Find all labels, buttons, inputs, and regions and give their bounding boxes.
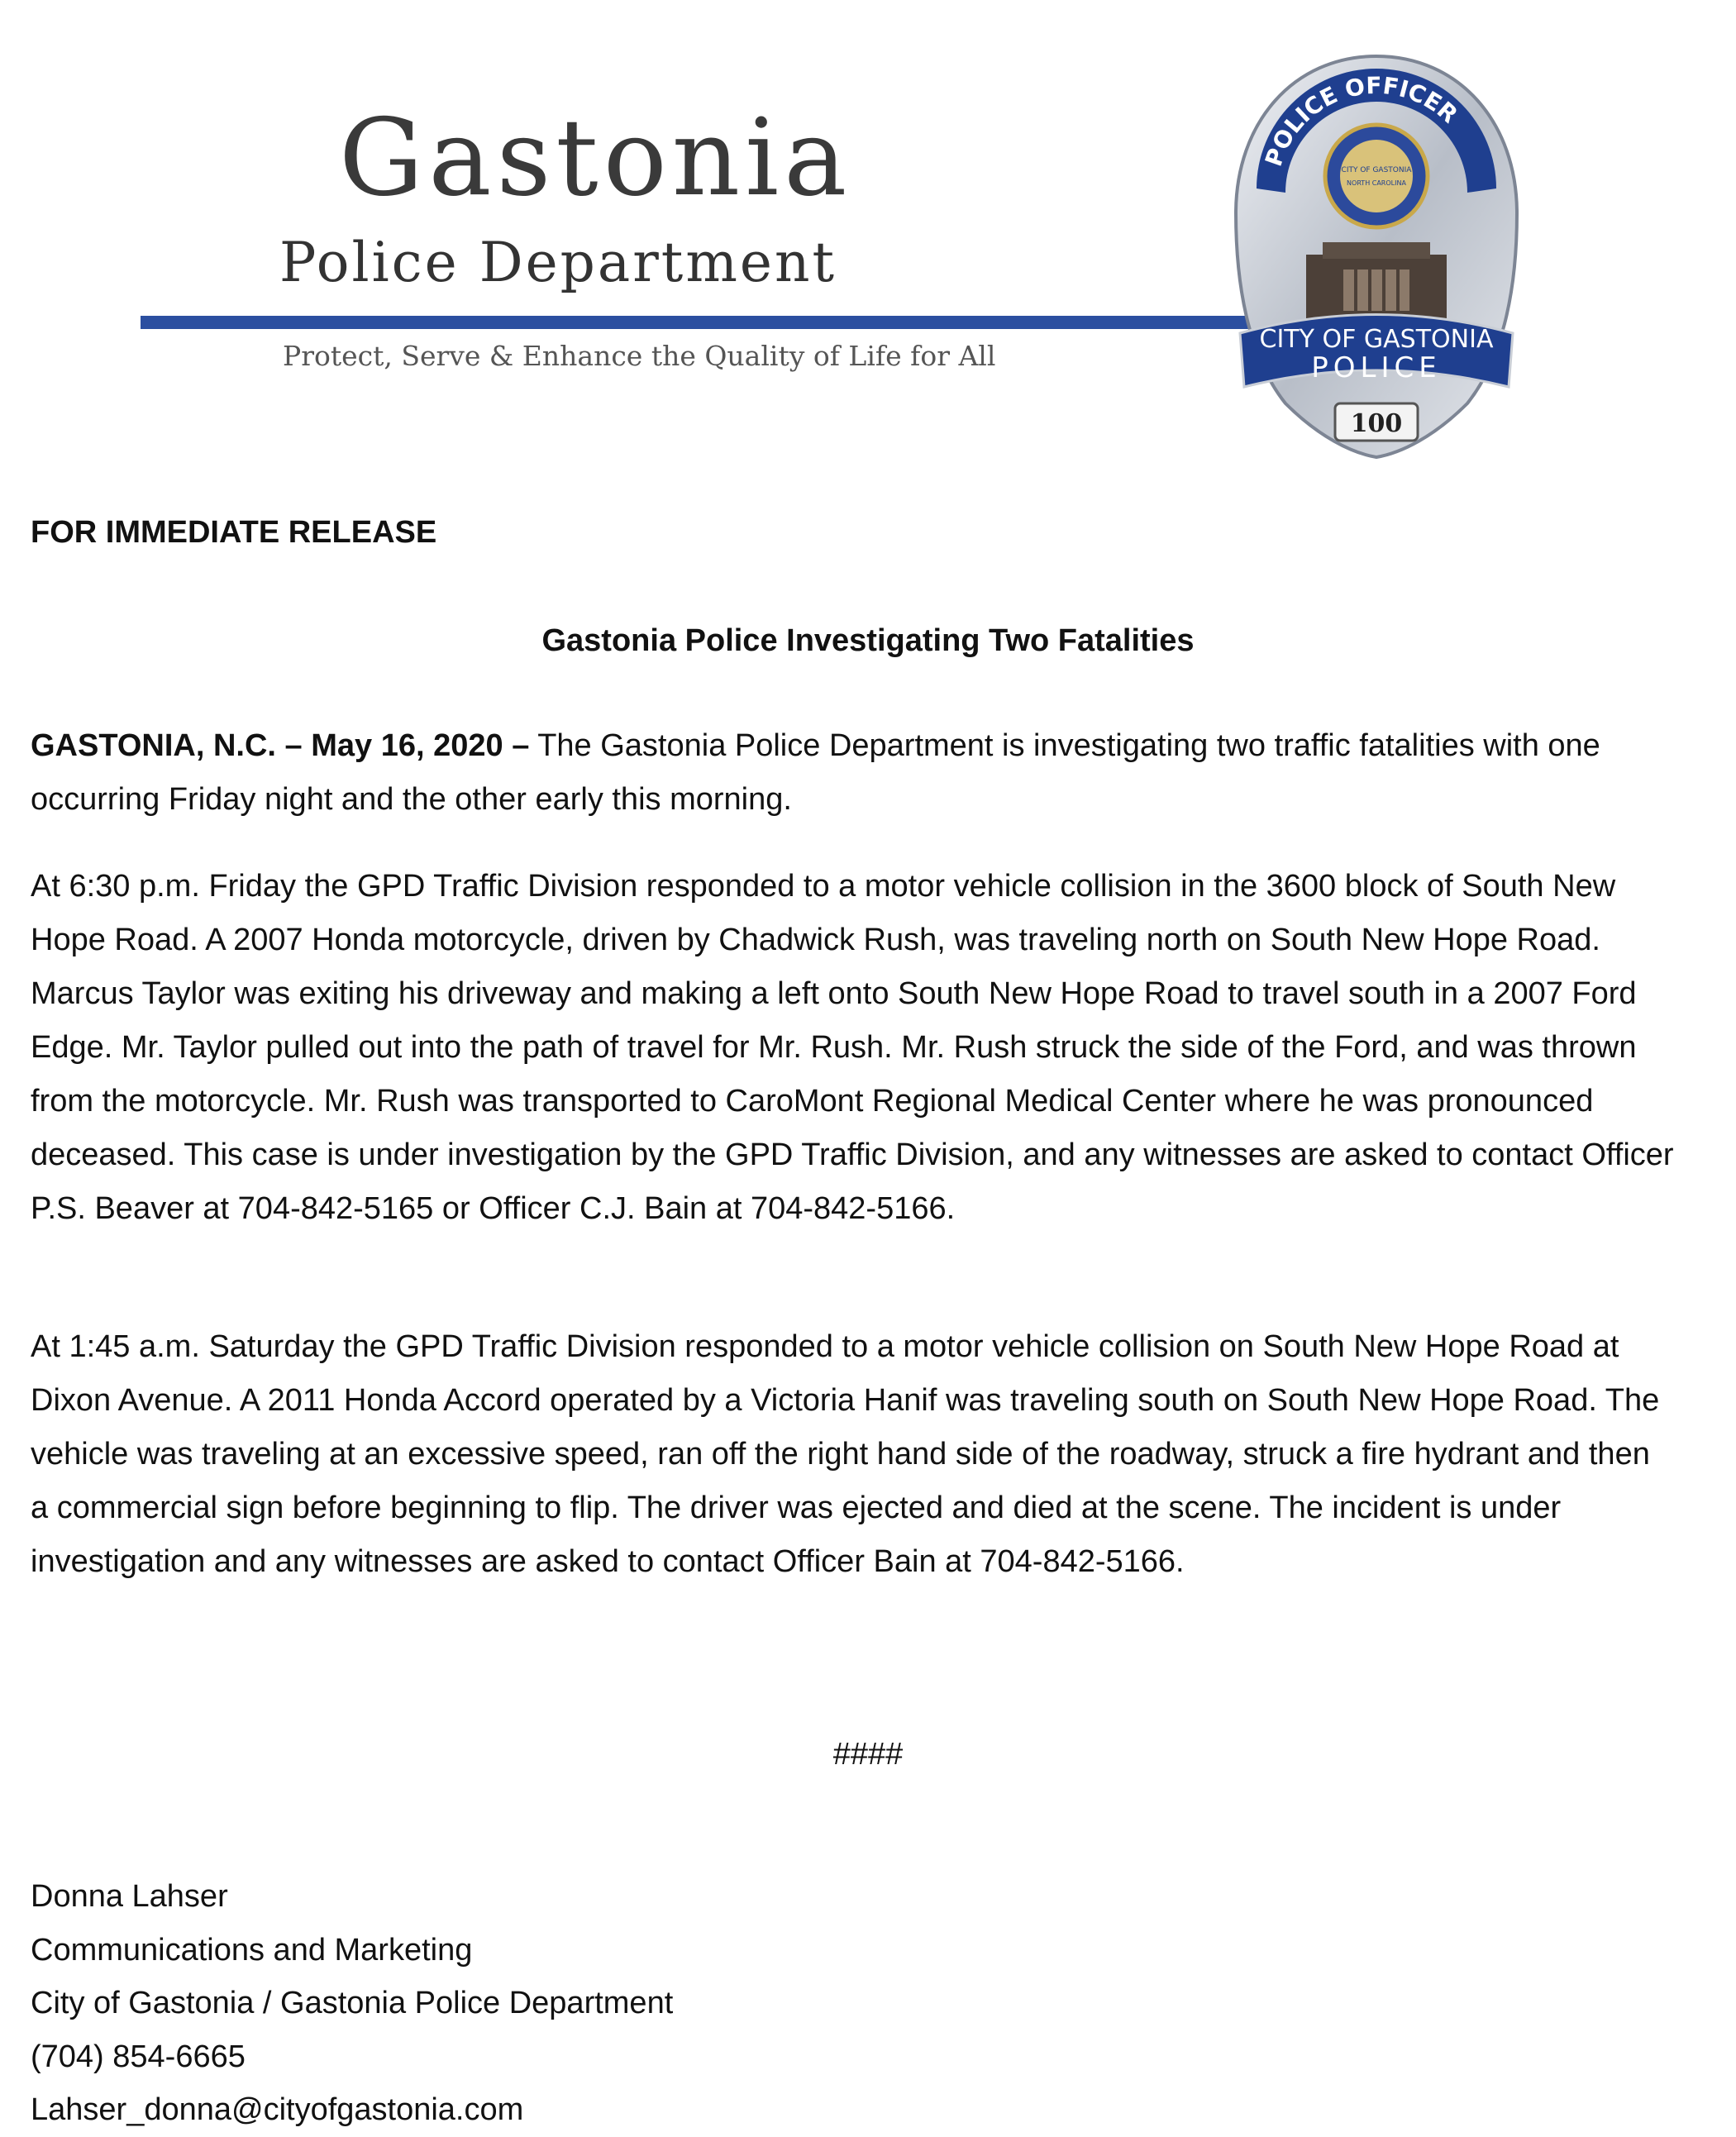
contact-title: Communications and Marketing: [31, 1932, 473, 1968]
letterhead-title: Gastonia: [339, 97, 852, 220]
contact-email[interactable]: Lahser_donna@cityofgastonia.com: [31, 2092, 524, 2127]
badge-top-text: POLICE OFFICER: [1259, 71, 1463, 170]
badge-number: 100: [1350, 409, 1403, 438]
release-label: FOR IMMEDIATE RELEASE: [31, 515, 437, 550]
second-incident-paragraph: At 1:45 a.m. Saturday the GPD Traffic Division responded to a motor vehicle collision on South New Hope Road at Dixon Avenue. A 2011 Honda Accord operated by a Victoria Hanif was traveling south on South New Hope Road. The vehicle was traveling at an excessive speed, ran off the right hand side of the roadway, struck a fire hydrant and then a commercial sign before beginning to flip. The driver was ejected and died at the scene. The incident is under investigation and any witnesses are asked to contact Officer Bain at 704-842-5166.: [31, 1329, 1660, 1579]
intro-text: The Gastonia Police Department is investigating two traffic fatalities with one occurring Friday night and the other early this morning.: [31, 728, 1600, 817]
first-incident-paragraph: At 6:30 p.m. Friday the GPD Traffic Division responded to a motor vehicle collision in the 3600 block of South New Hope Road. A 2007 Honda motorcycle, driven by Chadwick Rush, was traveling north on South New Hope Road. Marcus Taylor was exiting his driveway and making a left onto South New Hope Road to travel south in a 2007 Ford Edge. Mr. Taylor pulled out into the path of travel for Mr. Rush. Mr. Rush struck the side of the Ford, and was thrown from the motorcycle. Mr. Rush was transported to CaroMont Regional Medical Center where he was pronounced deceased. This case is under investigation by the GPD Traffic Division, and any witnesses are asked to contact Officer P.S. Beaver at 704-842-5165 or Officer C.J. Bain at 704-842-5166.: [31, 869, 1674, 1226]
contact-organization: City of Gastonia / Gastonia Police Department: [31, 1986, 674, 2020]
end-mark: ####: [832, 1737, 904, 1772]
badge-seal-subtext: NORTH CAROLINA: [1347, 179, 1406, 187]
headline: Gastonia Police Investigating Two Fatalities: [541, 623, 1195, 658]
letterhead-divider: [141, 316, 1248, 329]
letterhead-subtitle: Police Department: [279, 231, 837, 294]
contact-phone: (704) 854-6665: [31, 2039, 246, 2074]
badge-ribbon-line1: CITY OF GASTONIA: [1259, 325, 1494, 354]
dateline: GASTONIA, N.C. – May 16, 2020 –: [31, 728, 530, 763]
badge-ribbon-line2: POLICE: [1311, 351, 1442, 384]
intro-paragraph: [31, 719, 1667, 827]
contact-name: Donna Lahser: [31, 1879, 228, 1914]
contact-block: [31, 1870, 673, 2137]
badge-seal-text: CITY OF GASTONIA: [1341, 166, 1412, 174]
police-badge-logo: [1219, 48, 1533, 461]
letterhead-tagline: Protect, Serve & Enhance the Quality of Life for All: [283, 340, 996, 372]
